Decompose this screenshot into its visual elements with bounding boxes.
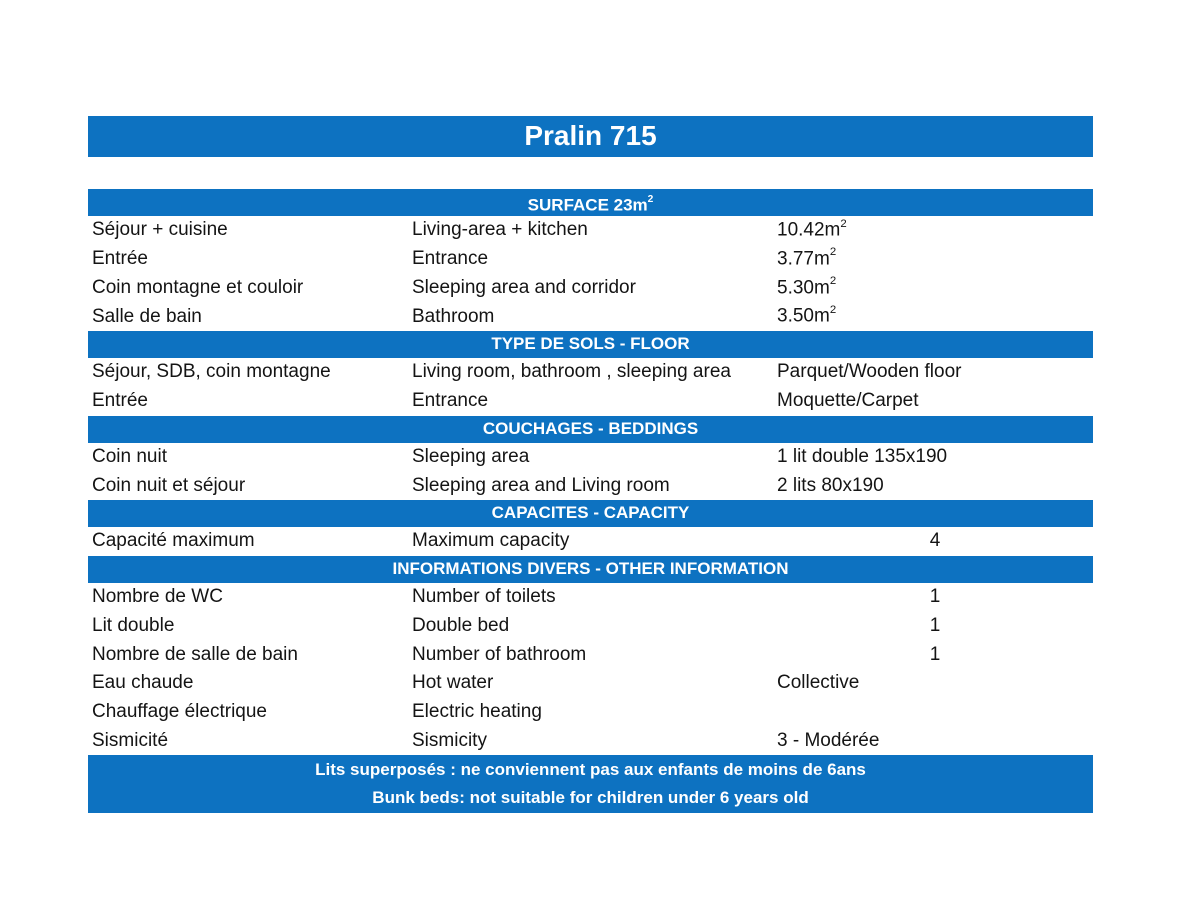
section-other-information	[88, 556, 1093, 756]
footer-notice	[88, 755, 1093, 813]
section-header-surface	[88, 189, 1093, 216]
cell-value-superscript: 2	[829, 303, 837, 316]
table-row	[88, 358, 1093, 387]
table-row	[88, 583, 1093, 612]
cell-value: Parquet/Wooden floor	[777, 361, 962, 383]
cell-value: 1 lit double 135x190	[777, 445, 948, 467]
cell-value: 1	[929, 614, 941, 636]
cell-value-superscript: 2	[829, 275, 837, 287]
footer-notice-fr: Lits superposés : ne conviennent pas aux enfants de moins de 6ans	[315, 760, 866, 780]
cell-label-en: Sleeping area	[412, 445, 530, 467]
table-row	[88, 698, 1093, 727]
table-row	[88, 245, 1093, 274]
cell-label-fr: Lit double	[92, 614, 175, 636]
cell-label-fr: Entrée	[92, 248, 148, 270]
section-header-other-information: INFORMATIONS DIVERS - OTHER INFORMATION	[88, 556, 1093, 583]
cell-label-fr: Nombre de WC	[92, 586, 223, 608]
cell-value-text: 5.30m	[777, 277, 830, 299]
table-row	[88, 527, 1093, 556]
cell-value: Collective	[777, 672, 860, 694]
cell-label-en: Entrance	[412, 390, 489, 412]
table-row	[88, 640, 1093, 669]
cell-value	[777, 219, 1093, 241]
table-row	[88, 443, 1093, 472]
cell-label-fr: Séjour, SDB, coin montagne	[92, 361, 331, 383]
cell-label-fr: Sismicité	[92, 729, 169, 751]
table-row	[88, 669, 1093, 698]
table-row	[88, 216, 1093, 245]
cell-label-fr: Nombre de salle de bain	[92, 643, 298, 665]
cell-label-en: Double bed	[412, 614, 510, 636]
cell-label-en: Maximum capacity	[412, 530, 570, 552]
cell-label-en: Electric heating	[412, 701, 542, 723]
title-bar	[88, 116, 1093, 157]
property-sheet	[88, 116, 1093, 813]
section-surface	[88, 189, 1093, 331]
cell-value-superscript: 2	[829, 246, 837, 259]
cell-label-en: Bathroom	[412, 305, 495, 327]
cell-value-superscript: 2	[840, 217, 847, 230]
cell-label-en: Number of toilets	[412, 586, 556, 608]
section-title-superscript: 2	[647, 194, 654, 206]
footer-notice-en: Bunk beds: not suitable for children under 6 years old	[372, 788, 809, 808]
cell-value: Moquette/Carpet	[777, 390, 919, 412]
section-beddings	[88, 416, 1093, 501]
cell-label-en: Living room, bathroom , sleeping area	[412, 361, 731, 383]
cell-label-fr: Capacité maximum	[92, 530, 255, 552]
cell-label-en: Hot water	[412, 672, 494, 694]
cell-value: 1	[929, 586, 941, 608]
cell-label-fr: Coin montagne et couloir	[92, 276, 304, 298]
cell-label-fr: Coin nuit et séjour	[92, 474, 246, 496]
cell-label-fr: Chauffage électrique	[92, 701, 267, 723]
cell-value: 2 lits 80x190	[777, 474, 884, 496]
cell-label-en: Entrance	[412, 248, 489, 270]
cell-value-text: 3.50m	[777, 305, 830, 327]
cell-value-text: 10.42m	[777, 219, 841, 241]
cell-label-en: Sleeping area and Living room	[412, 474, 670, 496]
cell-value	[777, 305, 1093, 327]
cell-label-fr: Séjour + cuisine	[92, 219, 228, 241]
cell-label-fr: Coin nuit	[92, 445, 167, 467]
table-row	[88, 302, 1093, 331]
cell-value: 3 - Modérée	[777, 729, 880, 751]
cell-value: 4	[929, 530, 941, 552]
cell-label-en: Number of bathroom	[412, 643, 587, 665]
cell-label-fr: Eau chaude	[92, 672, 194, 694]
table-row	[88, 274, 1093, 303]
table-row	[88, 727, 1093, 756]
cell-label-en: Sismicity	[412, 729, 487, 751]
table-row	[88, 471, 1093, 500]
page-title: Pralin 715	[524, 120, 657, 151]
cell-value	[777, 248, 1093, 270]
section-header-floor: TYPE DE SOLS - FLOOR	[88, 331, 1093, 358]
cell-label-en: Living-area + kitchen	[412, 219, 588, 241]
section-header-capacity: CAPACITES - CAPACITY	[88, 500, 1093, 527]
table-row	[88, 387, 1093, 416]
cell-value	[777, 277, 1093, 299]
cell-value: 1	[929, 643, 941, 665]
table-row	[88, 612, 1093, 641]
cell-label-fr: Salle de bain	[92, 305, 202, 327]
section-title: SURFACE 23m	[527, 195, 648, 215]
section-header-beddings: COUCHAGES - BEDDINGS	[88, 416, 1093, 443]
section-capacity	[88, 500, 1093, 556]
cell-label-en: Sleeping area and corridor	[412, 276, 636, 298]
cell-value-text: 3.77m	[777, 248, 830, 270]
cell-label-fr: Entrée	[92, 390, 148, 412]
section-floor	[88, 331, 1093, 416]
